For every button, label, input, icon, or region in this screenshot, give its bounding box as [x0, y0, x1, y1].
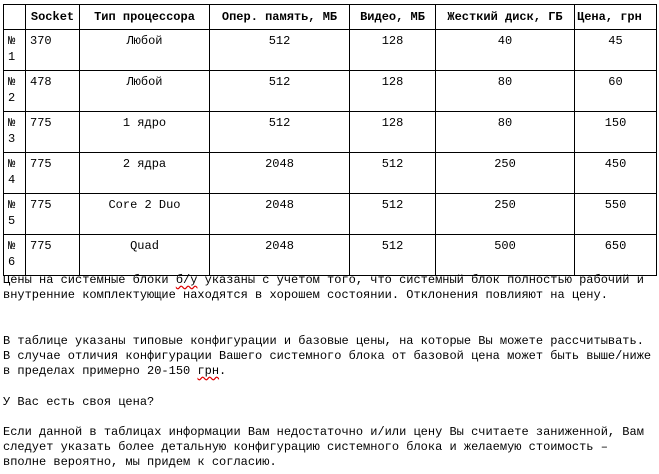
- cell-price: 450: [575, 153, 657, 194]
- paragraph-base-prices-start: В таблице указаны типовые конфигурации и базовые цены, на которые Вы можете рассчитывать. В случае отличия конфигурации Вашего системного блока от базовой цена может быть выше/ниже в пределах примерно 20-150: [3, 334, 652, 378]
- cell-hdd: 80: [436, 112, 575, 153]
- cell-video: 512: [350, 235, 436, 276]
- cell-price: 150: [575, 112, 657, 153]
- cell-price: 650: [575, 235, 657, 276]
- cell-price: 550: [575, 194, 657, 235]
- cell-video: 128: [350, 30, 436, 71]
- cell-cpu: Quad: [80, 235, 210, 276]
- header-hdd: Жесткий диск, ГБ: [436, 5, 575, 30]
- cell-hdd: 250: [436, 194, 575, 235]
- cell-cpu: Core 2 Duo: [80, 194, 210, 235]
- cell-socket: 370: [26, 30, 80, 71]
- cell-number: № 1: [4, 30, 26, 71]
- cell-video: 128: [350, 112, 436, 153]
- cell-hdd: 500: [436, 235, 575, 276]
- cell-ram: 2048: [210, 235, 350, 276]
- cell-video: 512: [350, 153, 436, 194]
- cell-ram: 2048: [210, 194, 350, 235]
- cell-socket: 775: [26, 194, 80, 235]
- paragraph-contact: Если данной в таблицах информации Вам недостаточно и/или цену Вы считаете заниженной, Вам следует указать более детальную конфигурацию системного блока и желаемую стоимость – вполне вероятно, мы придем к согласию.: [3, 425, 644, 469]
- table-row: [4, 71, 657, 112]
- paragraph-condition: [3, 273, 655, 303]
- header-price: Цена, грн: [575, 5, 657, 30]
- cell-ram: 512: [210, 112, 350, 153]
- cell-hdd: 250: [436, 153, 575, 194]
- table-row: [4, 194, 657, 235]
- paragraph-base-prices-end: .: [219, 364, 227, 378]
- cell-number: № 2: [4, 71, 26, 112]
- cell-socket: 775: [26, 235, 80, 276]
- cell-price: 60: [575, 71, 657, 112]
- table-row: [4, 153, 657, 194]
- header-video: Видео, МБ: [350, 5, 436, 30]
- cell-video: 512: [350, 194, 436, 235]
- header-cpu-type: Тип процессора: [80, 5, 210, 30]
- spellcheck-word-bu: б/у: [175, 273, 198, 287]
- cell-price: 45: [575, 30, 657, 71]
- header-ram: Опер. память, МБ: [210, 5, 350, 30]
- cell-cpu: Любой: [80, 71, 210, 112]
- cell-number: № 6: [4, 235, 26, 276]
- cell-ram: 512: [210, 30, 350, 71]
- cell-socket: 775: [26, 112, 80, 153]
- paragraph-condition-start: Цены на системные блоки: [3, 273, 176, 287]
- cell-socket: 775: [26, 153, 80, 194]
- cell-socket: 478: [26, 71, 80, 112]
- cell-cpu: Любой: [80, 30, 210, 71]
- paragraph-question: У Вас есть своя цена?: [3, 395, 155, 409]
- table-row: [4, 112, 657, 153]
- table-row: [4, 235, 657, 276]
- cell-ram: 2048: [210, 153, 350, 194]
- cell-number: № 4: [4, 153, 26, 194]
- cell-cpu: 2 ядра: [80, 153, 210, 194]
- paragraph-condition-end: указаны с учетом того, что системный блок полностью рабочий и внутренние комплектующие находятся в хорошем состоянии. Отклонения повлияют на цену.: [3, 273, 644, 302]
- table-row: [4, 30, 657, 71]
- cell-hdd: 80: [436, 71, 575, 112]
- header-socket: Socket: [26, 5, 80, 30]
- cell-ram: 512: [210, 71, 350, 112]
- header-number: [4, 5, 26, 30]
- cell-cpu: 1 ядро: [80, 112, 210, 153]
- spellcheck-word-grn: грн: [197, 364, 220, 378]
- cell-number: № 3: [4, 112, 26, 153]
- cell-video: 128: [350, 71, 436, 112]
- cell-hdd: 40: [436, 30, 575, 71]
- price-table: [3, 4, 657, 276]
- cell-number: № 5: [4, 194, 26, 235]
- table-header-row: [4, 5, 657, 30]
- paragraph-base-prices: [3, 334, 655, 379]
